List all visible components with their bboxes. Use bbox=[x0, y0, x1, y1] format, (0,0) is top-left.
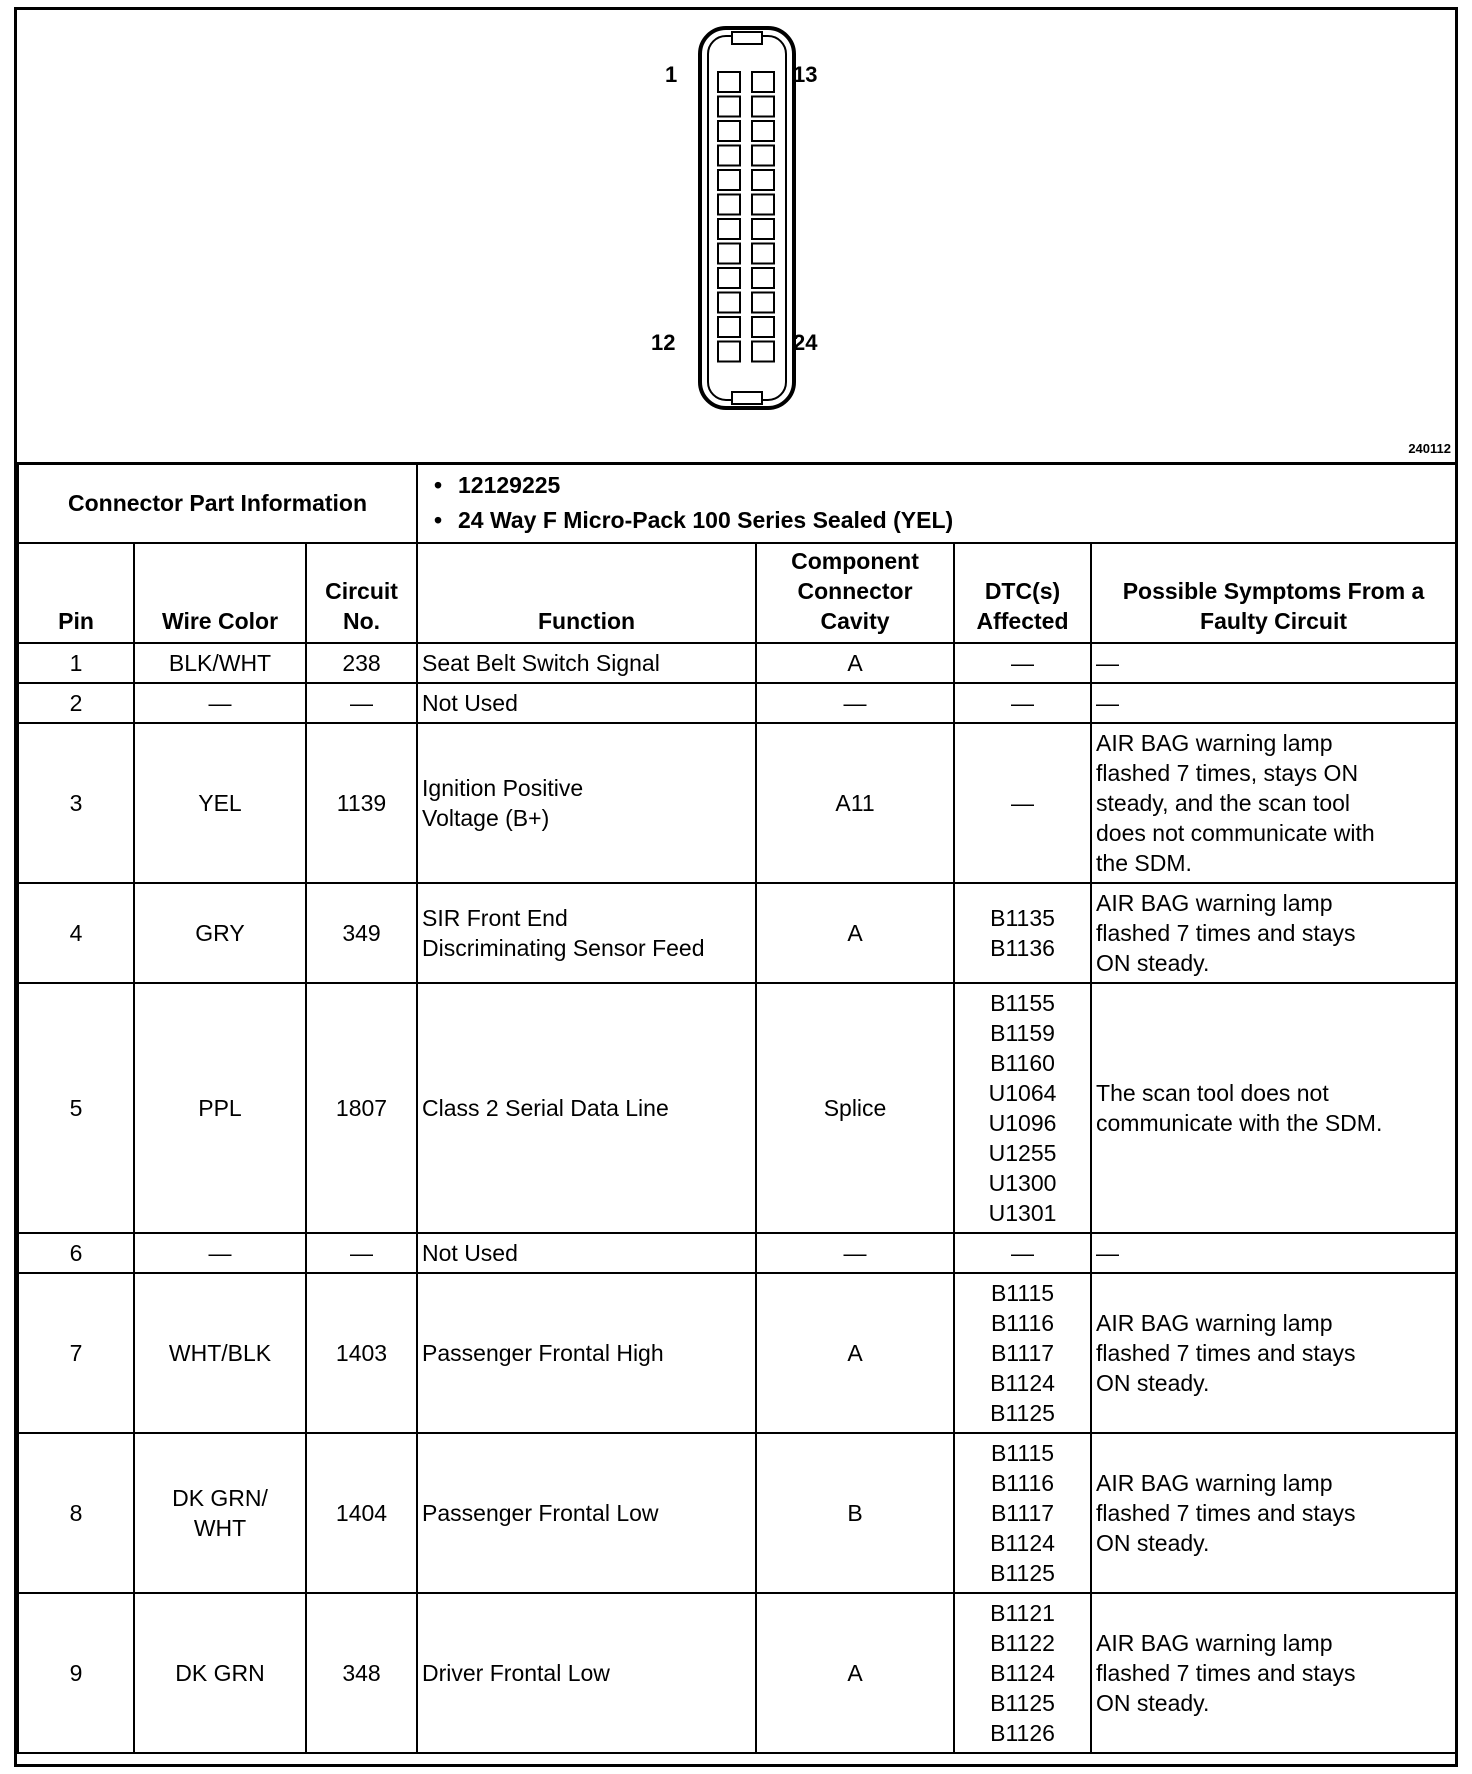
dtc-cell bbox=[954, 643, 1091, 683]
circuit-cell-text: 238 bbox=[342, 650, 381, 676]
pin-cell-text: 8 bbox=[69, 1500, 83, 1526]
symptoms-cell-text: AIR BAG warning lamp bbox=[1096, 1470, 1333, 1496]
dtc-cell bbox=[954, 1273, 1091, 1433]
symptoms-cell-text: the SDM. bbox=[1096, 850, 1192, 876]
connector-cavity bbox=[718, 195, 740, 215]
header-row bbox=[18, 543, 1456, 643]
connector-cavity bbox=[718, 170, 740, 190]
connector-info-list bbox=[417, 463, 1456, 543]
function-cell-text: Not Used bbox=[422, 1240, 518, 1266]
symptoms-cell bbox=[1091, 723, 1456, 883]
dtc-cell-text: B1122 bbox=[990, 1630, 1055, 1656]
dtc-cell-text: B1124 bbox=[990, 1660, 1055, 1686]
dtc-cell-text: B1136 bbox=[990, 935, 1055, 961]
circuit-cell-text: 1807 bbox=[335, 1095, 388, 1121]
wire-color-cell bbox=[134, 1433, 306, 1593]
dtc-cell-text: U1096 bbox=[988, 1110, 1057, 1136]
pin-cell bbox=[18, 723, 134, 883]
wire-color-cell bbox=[134, 683, 306, 723]
pin-cell-text: 4 bbox=[69, 920, 83, 946]
connector-info-row bbox=[18, 463, 1456, 543]
pin-cell bbox=[18, 1273, 134, 1433]
symptoms-cell bbox=[1091, 683, 1456, 723]
symptoms-cell bbox=[1091, 1233, 1456, 1273]
circuit-cell bbox=[306, 883, 417, 983]
table-row bbox=[18, 1593, 1456, 1753]
symptoms-cell-text: AIR BAG warning lamp bbox=[1096, 730, 1333, 756]
circuit-cell-text: 349 bbox=[342, 920, 381, 946]
connector-cavity bbox=[718, 121, 740, 141]
figure-id: 240112 bbox=[1408, 441, 1451, 456]
dtc-cell-text: B1115 bbox=[990, 1440, 1055, 1466]
symptoms-cell bbox=[1091, 643, 1456, 683]
function-cell-text: Not Used bbox=[422, 690, 518, 716]
symptoms-cell-text: flashed 7 times and stays bbox=[1096, 1660, 1356, 1686]
connector-face-icon bbox=[698, 26, 808, 416]
connector-cavity bbox=[752, 219, 774, 239]
dtc-cell-text: B1121 bbox=[990, 1600, 1055, 1626]
header-dtc-line: DTC(s) bbox=[984, 578, 1061, 604]
symptoms-cell bbox=[1091, 883, 1456, 983]
symptoms-cell-text: flashed 7 times, stays ON bbox=[1096, 760, 1359, 786]
pin-cell-text: 6 bbox=[69, 1240, 83, 1266]
dtc-cell bbox=[954, 883, 1091, 983]
circuit-cell-text: 1139 bbox=[336, 790, 387, 816]
dtc-cell-text: — bbox=[1011, 650, 1035, 676]
symptoms-cell-text: ON steady. bbox=[1096, 950, 1210, 976]
cavity-cell bbox=[756, 1233, 954, 1273]
wire-color-cell-text: GRY bbox=[195, 920, 245, 946]
dtc-cell bbox=[954, 1233, 1091, 1273]
dtc-cell bbox=[954, 683, 1091, 723]
symptoms-cell-text: AIR BAG warning lamp bbox=[1096, 1630, 1333, 1656]
header-wire-color: Wire Color bbox=[134, 543, 306, 643]
header-function: Function bbox=[417, 543, 756, 643]
symptoms-cell-text: steady, and the scan tool bbox=[1096, 790, 1351, 816]
dtc-cell-text: B1160 bbox=[990, 1050, 1055, 1076]
function-cell bbox=[417, 723, 756, 883]
symptoms-cell-text: The scan tool does not bbox=[1096, 1080, 1329, 1106]
dtc-cell-text: B1124 bbox=[990, 1530, 1055, 1556]
circuit-cell bbox=[306, 643, 417, 683]
wire-color-cell bbox=[134, 883, 306, 983]
header-circuit-line: No. bbox=[342, 608, 381, 634]
cavity-cell-text: — bbox=[843, 690, 867, 716]
circuit-cell bbox=[306, 1433, 417, 1593]
pin-cell bbox=[18, 1233, 134, 1273]
header-symptoms-line: Faulty Circuit bbox=[1200, 608, 1348, 634]
header-circuit-line: Circuit bbox=[325, 578, 398, 604]
symptoms-cell bbox=[1091, 1593, 1456, 1753]
connector-cavity bbox=[718, 97, 740, 117]
function-cell bbox=[417, 983, 756, 1233]
dtc-cell-text: — bbox=[1011, 690, 1035, 716]
pinout-sheet bbox=[14, 7, 1458, 1767]
symptoms-cell-text: — bbox=[1096, 650, 1120, 676]
pin-cell-text: 5 bbox=[69, 1095, 83, 1121]
cavity-cell bbox=[756, 983, 954, 1233]
symptoms-cell bbox=[1091, 983, 1456, 1233]
wire-color-cell-text: WHT/BLK bbox=[168, 1340, 272, 1366]
pin-cell-text: 1 bbox=[69, 650, 83, 676]
circuit-cell bbox=[306, 1233, 417, 1273]
symptoms-cell-text: ON steady. bbox=[1096, 1690, 1210, 1716]
pin-label-13: 13 bbox=[793, 62, 818, 87]
wire-color-cell-text: WHT bbox=[193, 1515, 247, 1541]
wire-color-cell-text: DK GRN/ bbox=[172, 1485, 268, 1511]
function-cell bbox=[417, 1233, 756, 1273]
table-row bbox=[18, 683, 1456, 723]
pin-cell-text: 7 bbox=[69, 1340, 83, 1366]
function-cell-text: Ignition Positive bbox=[422, 775, 584, 801]
dtc-cell bbox=[954, 723, 1091, 883]
symptoms-cell-text: AIR BAG warning lamp bbox=[1096, 1310, 1333, 1336]
connector-cavity bbox=[752, 317, 774, 337]
wire-color-cell bbox=[134, 1233, 306, 1273]
header-symptoms-line: Possible Symptoms From a bbox=[1122, 578, 1425, 604]
symptoms-cell bbox=[1091, 1273, 1456, 1433]
table-row bbox=[18, 883, 1456, 983]
cavity-cell bbox=[756, 883, 954, 983]
pin-cell bbox=[18, 1593, 134, 1753]
symptoms-cell-text: ON steady. bbox=[1096, 1530, 1210, 1556]
function-cell-text: SIR Front End bbox=[422, 905, 568, 931]
pin-cell bbox=[18, 883, 134, 983]
symptoms-cell-text: — bbox=[1096, 690, 1120, 716]
dtc-cell-text: U1301 bbox=[988, 1200, 1057, 1226]
cavity-cell-text: A bbox=[847, 650, 863, 676]
function-cell-text: Passenger Frontal Low bbox=[422, 1500, 659, 1526]
connector-cavity bbox=[752, 293, 774, 313]
circuit-cell bbox=[306, 683, 417, 723]
cavity-cell bbox=[756, 723, 954, 883]
header-cavity-line: Connector bbox=[797, 578, 913, 604]
function-cell bbox=[417, 1433, 756, 1593]
symptoms-cell-text: — bbox=[1096, 1240, 1120, 1266]
wire-color-cell-text: BLK/WHT bbox=[168, 650, 272, 676]
cavity-cell bbox=[756, 1433, 954, 1593]
dtc-cell-text: B1135 bbox=[990, 905, 1055, 931]
cavity-cell-text: B bbox=[847, 1500, 863, 1526]
dtc-cell-text: B1159 bbox=[990, 1020, 1055, 1046]
dtc-cell-text: U1255 bbox=[988, 1140, 1057, 1166]
pin-cell-text: 2 bbox=[69, 690, 83, 716]
connector-cavity bbox=[752, 268, 774, 288]
function-cell-text: Discriminating Sensor Feed bbox=[422, 935, 705, 961]
function-cell bbox=[417, 1593, 756, 1753]
part-number: • 12129225 bbox=[422, 468, 1451, 503]
dtc-cell-text: — bbox=[1011, 1240, 1035, 1266]
function-cell bbox=[417, 643, 756, 683]
connector-cavity bbox=[718, 268, 740, 288]
connector-cavity bbox=[718, 244, 740, 264]
cavity-cell-text: A11 bbox=[835, 790, 875, 816]
wire-color-cell bbox=[134, 1593, 306, 1753]
wire-color-cell bbox=[134, 1273, 306, 1433]
connector-cavity bbox=[752, 121, 774, 141]
circuit-cell-text: 1403 bbox=[335, 1340, 388, 1366]
function-cell bbox=[417, 883, 756, 983]
connector-cavity bbox=[752, 97, 774, 117]
dtc-cell-text: B1125 bbox=[990, 1400, 1055, 1426]
cavity-cell bbox=[756, 643, 954, 683]
pin-cell bbox=[18, 1433, 134, 1593]
symptoms-cell-text: does not communicate with bbox=[1096, 820, 1375, 846]
table-row bbox=[18, 1233, 1456, 1273]
symptoms-cell-text: ON steady. bbox=[1096, 1370, 1210, 1396]
symptoms-cell-text: AIR BAG warning lamp bbox=[1096, 890, 1333, 916]
connector-cavity bbox=[718, 293, 740, 313]
dtc-cell-text: — bbox=[1011, 790, 1035, 816]
circuit-cell-text: — bbox=[350, 1240, 373, 1266]
connector-cavity bbox=[718, 146, 740, 166]
symptoms-cell-text: communicate with the SDM. bbox=[1096, 1110, 1383, 1136]
table-row bbox=[18, 643, 1456, 683]
pin-label-12: 12 bbox=[651, 330, 676, 355]
table-row bbox=[18, 1433, 1456, 1593]
pinout-table bbox=[17, 462, 1457, 1754]
circuit-cell-text: — bbox=[350, 690, 373, 716]
dtc-cell-text: U1064 bbox=[988, 1080, 1057, 1106]
function-cell bbox=[417, 683, 756, 723]
connector-cavity bbox=[752, 195, 774, 215]
wire-color-cell bbox=[134, 983, 306, 1233]
function-cell-text: Driver Frontal Low bbox=[422, 1660, 610, 1686]
dtc-cell-text: B1126 bbox=[990, 1720, 1055, 1746]
function-cell-text: Voltage (B+) bbox=[422, 805, 550, 831]
function-cell-text: Seat Belt Switch Signal bbox=[422, 650, 660, 676]
pin-label-1: 1 bbox=[665, 62, 678, 87]
connector-cavity bbox=[718, 317, 740, 337]
wire-color-cell-text: PPL bbox=[198, 1095, 242, 1121]
cavity-cell-text: A bbox=[847, 1660, 863, 1686]
header-symptoms bbox=[1091, 543, 1456, 643]
dtc-cell-text: B1124 bbox=[990, 1370, 1055, 1396]
connector-cavity bbox=[752, 72, 774, 92]
connector-description: • 24 Way F Micro-Pack 100 Series Sealed (YEL) bbox=[422, 503, 1451, 538]
connector-cavity bbox=[752, 170, 774, 190]
header-pin: Pin bbox=[18, 543, 134, 643]
symptoms-cell bbox=[1091, 1433, 1456, 1593]
dtc-cell-text: B1115 bbox=[990, 1280, 1055, 1306]
header-circuit bbox=[306, 543, 417, 643]
dtc-cell-text: B1117 bbox=[990, 1500, 1055, 1526]
cavity-cell-text: A bbox=[847, 1340, 863, 1366]
function-cell-text: Class 2 Serial Data Line bbox=[422, 1095, 669, 1121]
table-row bbox=[18, 723, 1456, 883]
wire-color-cell-text: YEL bbox=[198, 790, 242, 816]
connector-cavity bbox=[752, 244, 774, 264]
connector-info-label: Connector Part Information bbox=[18, 463, 417, 543]
cavity-cell bbox=[756, 683, 954, 723]
symptoms-cell-text: flashed 7 times and stays bbox=[1096, 1340, 1356, 1366]
pin-cell bbox=[18, 983, 134, 1233]
wire-color-cell bbox=[134, 723, 306, 883]
header-cavity-line: Component bbox=[791, 548, 919, 574]
symptoms-cell-text: flashed 7 times and stays bbox=[1096, 920, 1356, 946]
cavity-cell bbox=[756, 1273, 954, 1433]
wire-color-cell-text: DK GRN bbox=[175, 1660, 265, 1686]
table-row bbox=[18, 1273, 1456, 1433]
dtc-cell-text: U1300 bbox=[988, 1170, 1057, 1196]
circuit-cell-text: 1404 bbox=[335, 1500, 388, 1526]
dtc-cell-text: B1116 bbox=[990, 1470, 1055, 1496]
dtc-cell-text: B1155 bbox=[990, 990, 1055, 1016]
symptoms-cell-text: flashed 7 times and stays bbox=[1096, 1500, 1356, 1526]
circuit-cell bbox=[306, 983, 417, 1233]
connector-diagram bbox=[17, 10, 1455, 465]
wire-color-cell-text: — bbox=[208, 690, 232, 716]
cavity-cell-text: — bbox=[843, 1240, 867, 1266]
header-cavity-line: Cavity bbox=[820, 608, 890, 634]
connector-cavity bbox=[752, 342, 774, 362]
circuit-cell bbox=[306, 1593, 417, 1753]
pin-cell bbox=[18, 643, 134, 683]
connector-cavity bbox=[718, 72, 740, 92]
connector-cavity bbox=[718, 342, 740, 362]
dtc-cell bbox=[954, 1593, 1091, 1753]
function-cell-text: Passenger Frontal High bbox=[422, 1340, 664, 1366]
pin-cell bbox=[18, 683, 134, 723]
dtc-cell-text: B1116 bbox=[990, 1310, 1055, 1336]
cavity-cell bbox=[756, 1593, 954, 1753]
header-dtc bbox=[954, 543, 1091, 643]
connector-cavity bbox=[752, 146, 774, 166]
cavity-cell-text: Splice bbox=[823, 1095, 887, 1121]
pin-label-24: 24 bbox=[793, 330, 818, 355]
dtc-cell-text: B1125 bbox=[990, 1560, 1055, 1586]
circuit-cell-text: 348 bbox=[342, 1660, 381, 1686]
circuit-cell bbox=[306, 723, 417, 883]
connector-cavity bbox=[718, 219, 740, 239]
circuit-cell bbox=[306, 1273, 417, 1433]
table-row bbox=[18, 983, 1456, 1233]
header-cavity bbox=[756, 543, 954, 643]
function-cell bbox=[417, 1273, 756, 1433]
header-dtc-line: Affected bbox=[976, 608, 1069, 634]
pin-cell-text: 9 bbox=[69, 1660, 83, 1686]
pin-cell-text: 3 bbox=[69, 790, 83, 816]
wire-color-cell bbox=[134, 643, 306, 683]
dtc-cell-text: B1125 bbox=[990, 1690, 1055, 1716]
wire-color-cell-text: — bbox=[208, 1240, 232, 1266]
dtc-cell-text: B1117 bbox=[990, 1340, 1055, 1366]
cavity-cell-text: A bbox=[847, 920, 863, 946]
dtc-cell bbox=[954, 983, 1091, 1233]
dtc-cell bbox=[954, 1433, 1091, 1593]
